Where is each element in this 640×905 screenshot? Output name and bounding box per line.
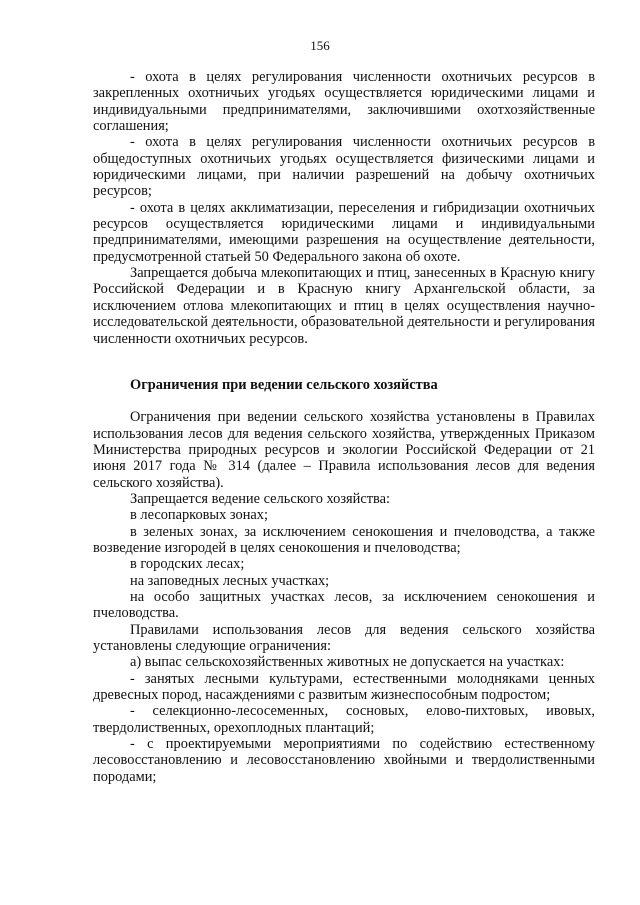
- list-item-city-forests: в городских лесах;: [130, 556, 245, 573]
- list-item-forest-park-zones: в лесопарковых зонах;: [130, 507, 268, 524]
- page-number: 156: [310, 38, 330, 53]
- paragraph-hunting-regulation-public: - охота в целях регулирования численности охотничьих ресурсов в общедоступных охотничьих угодьях осуществляется физическими лицами и юридическими лицами, при наличии разрешений на добычу охотничьих ресурсов;: [93, 134, 595, 200]
- list-item-green-zones: в зеленых зонах, за исключением сенокошения и пчеловодства, а также возведение изгородей в целях сенокошения и пчеловодства;: [93, 523, 595, 556]
- paragraph-agriculture-prohibited: Запрещается ведение сельского хозяйства:: [130, 490, 391, 507]
- section-spacer: [93, 347, 595, 377]
- list-item-reforestation: - с проектируемыми мероприятиями по содействию естественному лесовосстановлению и лесовосстановлению хвойными и твердолиственными породами;: [93, 736, 595, 785]
- list-item-protected-plots: на особо защитных участках лесов, за исключением сенокошения и пчеловодства.: [93, 588, 595, 622]
- paragraph-hunting-regulation-fixed: - охота в целях регулирования численности охотничьих ресурсов в закрепленных охотничьих угодьях осуществляется юридическими лицами и индивидуальными предпринимателями, заключившими охотхозяйственные соглашения;: [93, 69, 595, 135]
- list-item-plantations: - селекционно-лесосеменных, сосновых, елово-пихтовых, ивовых, твердолиственных, орехоплодных плантаций;: [93, 703, 595, 736]
- paragraph-red-book-prohibition: Запрещается добыча млекопитающих и птиц, занесенных в Красную книгу Российской Федерации и в Красную книгу Архангельской области, за исключением отлова млекопитающих и птиц в целях осуществления научно-исследовательской деятельности, образовательной деятельности и регулирования численности охотничьих ресурсов.: [93, 265, 595, 347]
- section-heading: Ограничения при ведении сельского хозяйства: [130, 376, 438, 393]
- paragraph-agriculture-rules: Ограничения при ведении сельского хозяйства установлены в Правилах использования лесов для ведения сельского хозяйства, утвержденных Приказом Министерства природных ресурсов и экологии Российской Федерации от 21 июня 2017 года № 314 (далее – Правила использования лесов для ведения сельского хозяйства).: [93, 409, 595, 491]
- document-body: [93, 69, 595, 785]
- paragraph-grazing-restriction: а) выпас сельскохозяйственных животных не допускается на участках:: [130, 654, 565, 671]
- paragraph-hunting-acclimatization: - охота в целях акклиматизации, переселения и гибридизации охотничьих ресурсов осуществляется юридическими лицами и индивидуальными предпринимателями, имеющими разрешения на осуществление деятельности, предусмотренной статьей 50 Федерального закона об охоте.: [93, 199, 595, 265]
- list-item-forest-cultures: - занятых лесными культурами, естественными молодняками ценных древесных пород, насаждениями с развитым жизнеспособным подростом;: [93, 670, 595, 704]
- list-item-reserved-plots: на заповедных лесных участках;: [130, 572, 330, 589]
- paragraph-restrictions-intro: Правилами использования лесов для ведения сельского хозяйства установлены следующие ограничения:: [93, 621, 595, 654]
- heading-spacer: [93, 393, 595, 409]
